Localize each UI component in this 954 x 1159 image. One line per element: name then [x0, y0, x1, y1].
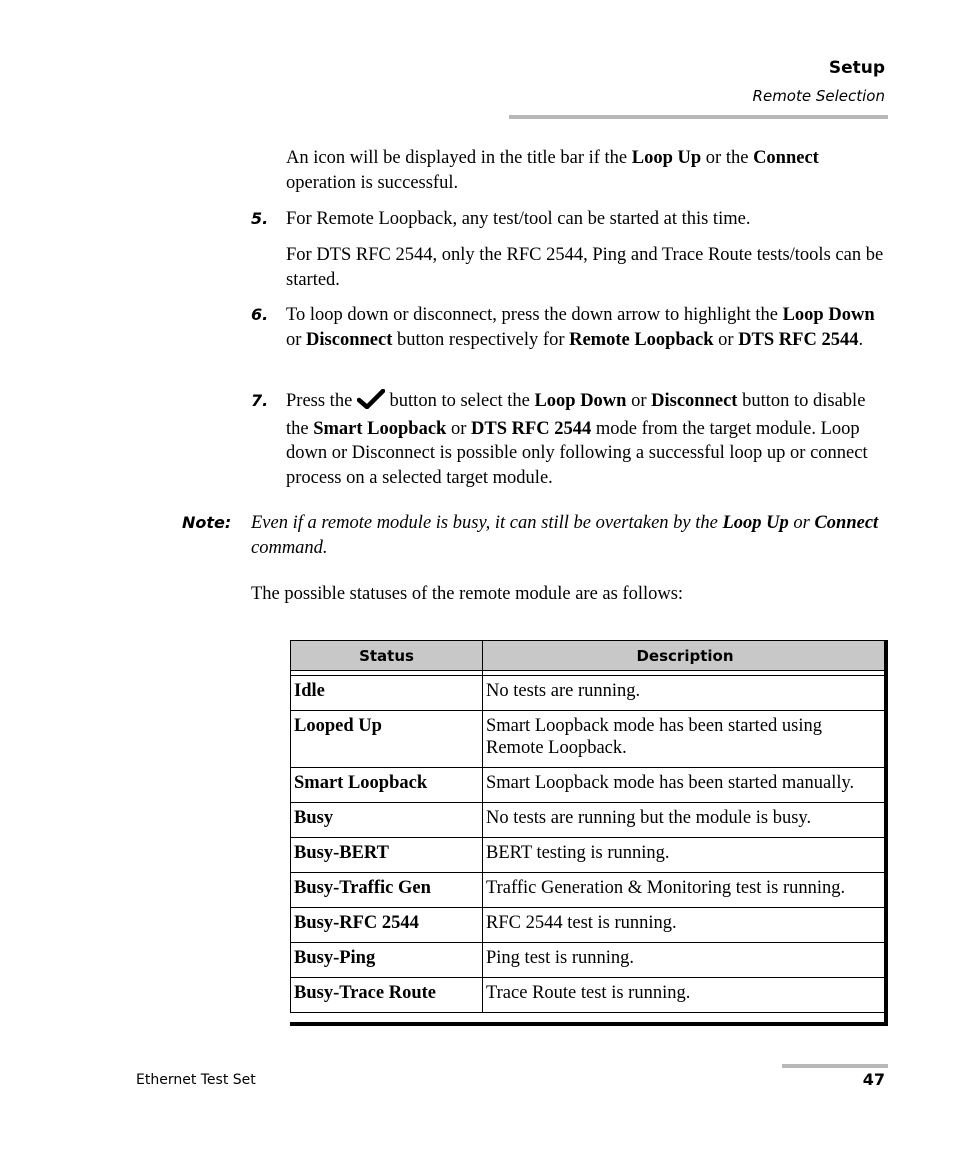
- description-cell: Ping test is running.: [483, 943, 888, 978]
- description-cell: Traffic Generation & Monitoring test is running.: [483, 873, 888, 908]
- description-cell: No tests are running.: [483, 676, 888, 711]
- checkmark-icon: [357, 389, 385, 417]
- status-cell: Busy-Traffic Gen: [291, 873, 483, 908]
- description-column-header: Description: [483, 641, 888, 671]
- description-cell: RFC 2544 test is running.: [483, 908, 888, 943]
- note-label: Note:: [182, 513, 232, 532]
- intro-paragraph: An icon will be displayed in the title bar if the Loop Up or the Connect operation is successful.: [286, 148, 819, 193]
- table-row: [291, 873, 888, 908]
- status-column-header: Status: [291, 641, 483, 671]
- description-cell: Smart Loopback mode has been started using Remote Loopback.: [483, 711, 888, 768]
- statuses-intro: The possible statuses of the remote module are as follows:: [251, 584, 684, 604]
- table-row: [291, 711, 888, 768]
- table-row: [291, 943, 888, 978]
- step-6-text: To loop down or disconnect, press the down arrow to highlight the Loop Down or Disconnect button respectively for Remote Loopback or DTS RFC 2544.: [286, 305, 875, 350]
- note-text: Even if a remote module is busy, it can still be overtaken by the Loop Up or Connect command.: [251, 513, 879, 558]
- table-row: [291, 978, 888, 1013]
- step-number-6: 6.: [251, 305, 269, 324]
- table-shadow-right: [884, 640, 888, 1026]
- description-cell: BERT testing is running.: [483, 838, 888, 873]
- table-row: [291, 838, 888, 873]
- header-rule: [509, 115, 888, 119]
- status-cell: Busy-RFC 2544: [291, 908, 483, 943]
- description-cell: No tests are running but the module is busy.: [483, 803, 888, 838]
- step-number-7: 7.: [251, 391, 269, 410]
- table-row: [291, 908, 888, 943]
- description-cell: Trace Route test is running.: [483, 978, 888, 1013]
- section-subtitle: Remote Selection: [752, 87, 885, 105]
- status-cell: Smart Loopback: [291, 768, 483, 803]
- footer-rule: [782, 1064, 888, 1068]
- table-row: [291, 768, 888, 803]
- table-row: [291, 803, 888, 838]
- step-5-extra: For DTS RFC 2544, only the RFC 2544, Ping and Trace Route tests/tools can be started.: [286, 245, 884, 290]
- status-cell: Busy-Trace Route: [291, 978, 483, 1013]
- page-number: 47: [862, 1070, 885, 1089]
- status-cell: Busy-BERT: [291, 838, 483, 873]
- status-cell: Busy: [291, 803, 483, 838]
- status-table: [290, 640, 888, 1013]
- step-5-text: For Remote Loopback, any test/tool can be started at this time.: [286, 209, 751, 229]
- table-header-row: [291, 641, 888, 671]
- step-number-5: 5.: [251, 209, 269, 228]
- footer-product-name: Ethernet Test Set: [136, 1072, 256, 1088]
- status-cell: Idle: [291, 676, 483, 711]
- description-cell: Smart Loopback mode has been started manually.: [483, 768, 888, 803]
- status-cell: Looped Up: [291, 711, 483, 768]
- section-title: Setup: [828, 58, 885, 78]
- table-shadow-bottom: [290, 1022, 888, 1026]
- status-cell: Busy-Ping: [291, 943, 483, 978]
- step-7-text: Press the button to select the Loop Down or Disconnect button to disable the Smart Loopback or DTS RFC 2544 mode from the target module. Loop down or Disconnect is possible only following a successful loop up or connect process on a selected target module.: [286, 391, 868, 488]
- table-row: [291, 676, 888, 711]
